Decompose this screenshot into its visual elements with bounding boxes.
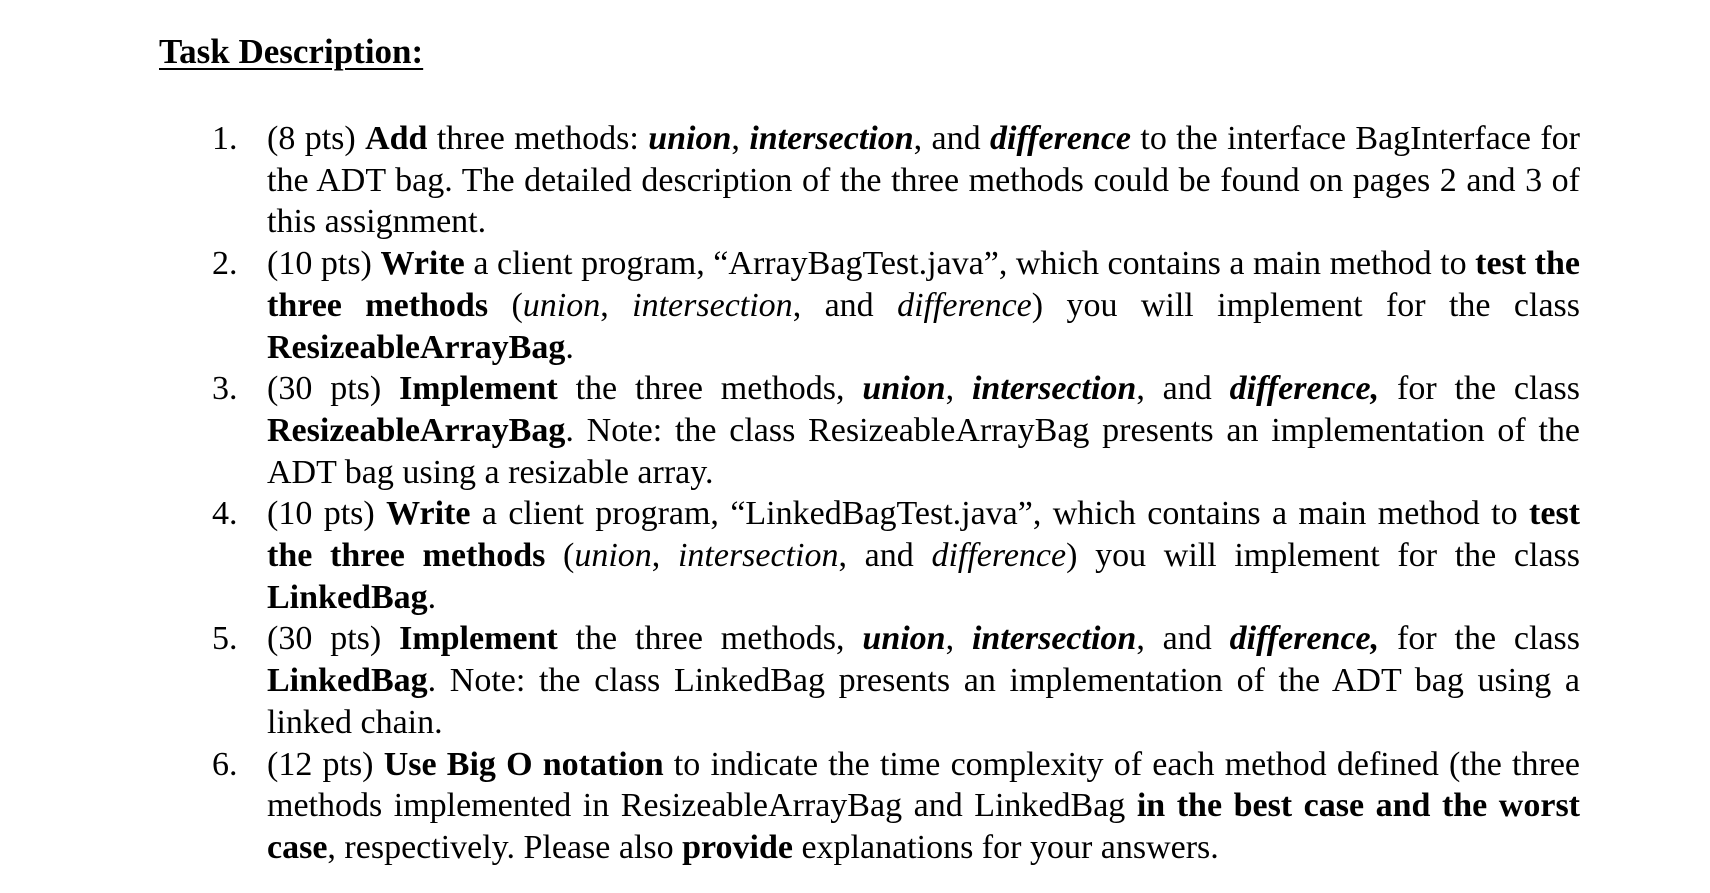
- task-text-segment: intersection: [632, 286, 793, 324]
- task-text-segment: in the best case and the worst case: [267, 787, 1580, 866]
- task-text-segment: , and: [1136, 620, 1230, 658]
- task-text-segment: ResizeableArrayBag: [267, 328, 566, 366]
- task-text-segment: difference: [897, 286, 1032, 324]
- task-text-segment: (12 pts): [267, 745, 384, 783]
- task-text: [267, 495, 1580, 615]
- task-text-segment: Add: [365, 120, 428, 157]
- task-text-segment: union: [574, 537, 652, 575]
- task-text-segment: union: [862, 620, 946, 658]
- task-text-segment: .: [427, 578, 437, 616]
- task-text-segment: intersection: [749, 120, 914, 157]
- task-text-segment: Write: [386, 495, 471, 533]
- task-text-segment: a client program, “ArrayBagTest.java”, which contains a main method to: [464, 245, 1476, 283]
- task-text-segment: Implement: [399, 370, 558, 408]
- task-text-segment: the three methods,: [557, 620, 863, 658]
- task-text-segment: ) you will implement for the class: [1031, 286, 1581, 324]
- task-text-segment: (30 pts): [267, 620, 400, 658]
- task-number: 3.: [212, 370, 238, 408]
- task-text-segment: LinkedBag: [267, 662, 428, 700]
- task-text-segment: difference: [990, 120, 1131, 157]
- task-text-segment: ,: [600, 286, 633, 324]
- task-text-segment: (10 pts): [267, 495, 387, 533]
- task-text: [267, 120, 1580, 240]
- task-text-segment: for the class: [1379, 370, 1581, 408]
- task-text-segment: difference,: [1229, 620, 1380, 658]
- task-text-segment: union: [648, 120, 732, 157]
- task-text-segment: , and: [838, 537, 932, 575]
- task-text-segment: (: [488, 286, 523, 324]
- task-text-segment: union: [862, 370, 946, 408]
- task-text-segment: intersection: [971, 620, 1137, 658]
- task-number: 2.: [212, 245, 238, 283]
- task-number: 5.: [212, 620, 238, 658]
- task-text-segment: Use Big O notation: [383, 745, 664, 783]
- task-text-segment: (30 pts): [267, 370, 400, 408]
- task-text-segment: . Note: the class ResizeableArrayBag presents an implementation of the ADT bag using a resizable array.: [267, 411, 1580, 491]
- task-text-segment: difference: [931, 537, 1067, 575]
- task-text: [267, 245, 1580, 365]
- task-text-segment: (8 pts): [267, 120, 366, 157]
- task-number: 6.: [212, 745, 238, 783]
- task-text-segment: (: [545, 537, 575, 575]
- task-text-segment: for the class: [1379, 620, 1581, 658]
- task-text-segment: test the three methods: [267, 245, 1580, 324]
- task-text-segment: (10 pts): [267, 245, 381, 283]
- task-text-segment: , and: [1136, 370, 1230, 408]
- task-text-segment: explanations for your answers.: [792, 828, 1219, 866]
- task-text-segment: LinkedBag: [267, 578, 428, 616]
- task-text-segment: , respectively. Please also: [327, 828, 683, 866]
- task-description-heading: Task Description:: [159, 32, 424, 71]
- task-text-segment: ,: [651, 537, 678, 575]
- task-text-segment: difference,: [1229, 370, 1380, 408]
- task-text-segment: ,: [945, 620, 972, 658]
- task-list: [212, 118, 1580, 869]
- task-text-segment: ) you will implement for the class: [1066, 537, 1581, 575]
- task-text-segment: intersection: [677, 537, 839, 575]
- task-text-segment: ,: [731, 120, 750, 157]
- task-item: [212, 243, 1580, 368]
- task-text: [267, 746, 1580, 866]
- task-number: 1.: [212, 120, 238, 157]
- task-text-segment: union: [522, 286, 601, 324]
- task-item: [212, 493, 1580, 618]
- task-item: [212, 368, 1580, 493]
- task-text-segment: the three methods,: [557, 370, 863, 408]
- task-item: [212, 118, 1580, 243]
- task-text-segment: .: [565, 328, 574, 366]
- task-text-segment: three methods:: [427, 120, 649, 157]
- task-text-segment: Write: [380, 245, 465, 283]
- task-number: 4.: [212, 495, 238, 533]
- task-text-segment: a client program, “LinkedBagTest.java”, which contains a main method to: [470, 495, 1530, 533]
- task-text-segment: , and: [792, 286, 898, 324]
- task-text-segment: . Note: the class LinkedBag presents an implementation of the ADT bag using a linked chain.: [267, 662, 1580, 741]
- task-text: [267, 370, 1580, 490]
- task-text-segment: Implement: [399, 620, 558, 658]
- task-text-segment: to the interface BagInterface for the ADT bag. The detailed description of the three methods could be found on pages 2 and 3 of this assignment.: [267, 120, 1580, 241]
- task-text-segment: intersection: [971, 370, 1137, 408]
- task-item: [212, 618, 1580, 743]
- task-text-segment: , and: [913, 120, 991, 157]
- task-text-segment: test the three methods: [267, 495, 1580, 575]
- task-item: [212, 744, 1580, 869]
- task-text-segment: ResizeableArrayBag: [267, 411, 566, 449]
- task-text: [267, 620, 1580, 740]
- task-text-segment: provide: [682, 828, 793, 866]
- task-text-segment: ,: [945, 370, 972, 408]
- task-text-segment: to indicate the time complexity of each method defined (the three methods implemented in ResizeableArrayBag and LinkedBag: [267, 745, 1580, 825]
